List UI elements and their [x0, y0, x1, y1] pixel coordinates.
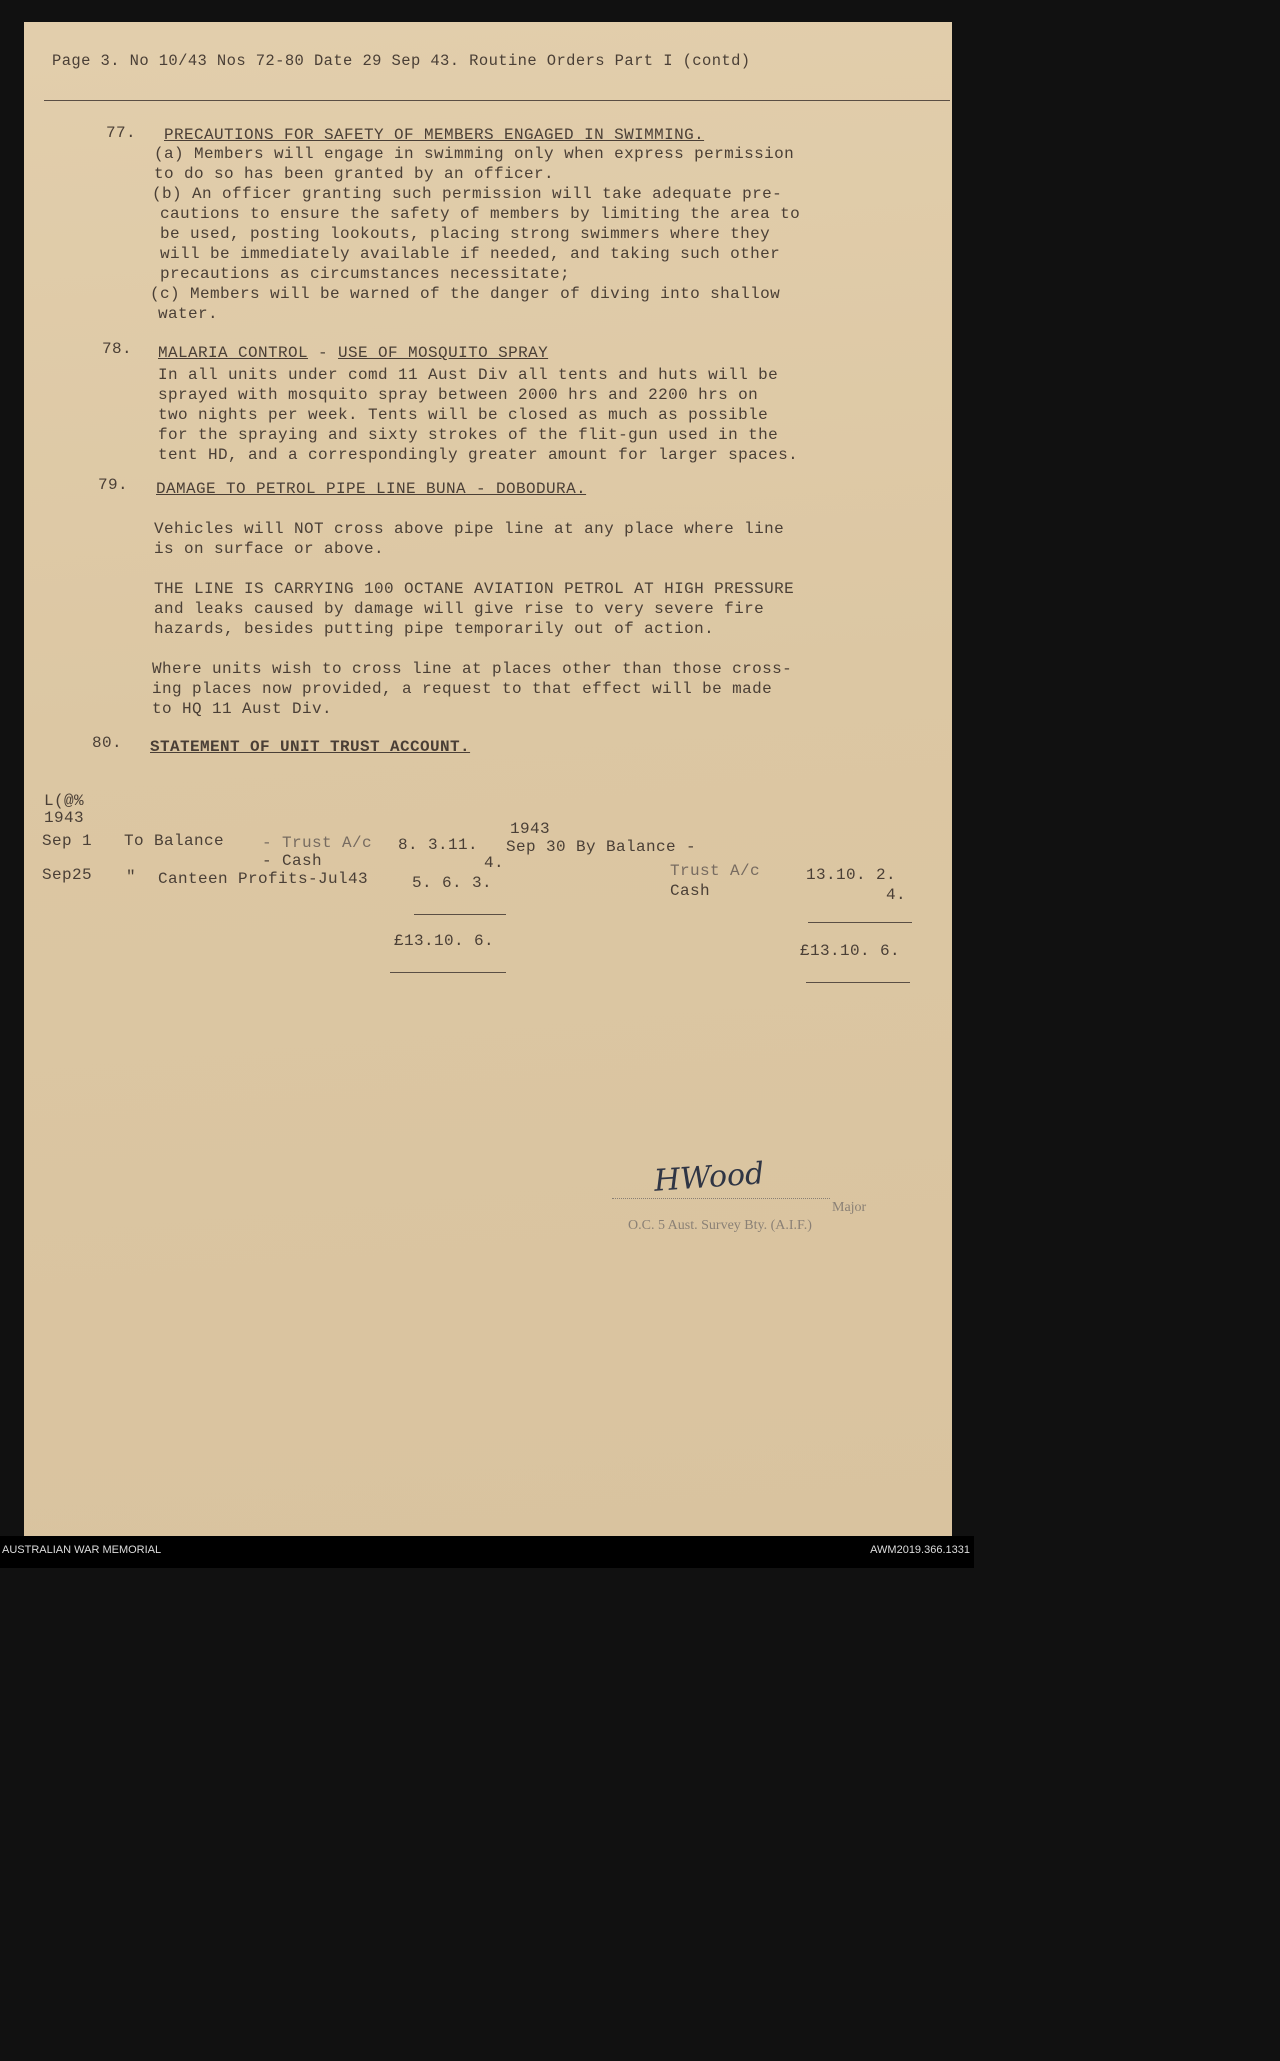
item-77-line: to do so has been granted by an officer. [154, 165, 555, 183]
item-78-title-b: USE OF MOSQUITO SPRAY [338, 344, 549, 362]
item-77-line: water. [158, 305, 219, 323]
footer-left: AUSTRALIAN WAR MEMORIAL [2, 1544, 162, 1556]
account-currency: L(@% [44, 792, 85, 810]
right-subtotal-rule [808, 922, 912, 923]
archive-footer [0, 1536, 974, 1568]
signature-unit: O.C. 5 Aust. Survey Bty. (A.I.F.) [628, 1218, 812, 1233]
item-79-number: 79. [98, 476, 129, 494]
account-right-row-amount: 4. [886, 886, 907, 904]
signature-line [612, 1198, 830, 1199]
item-79-line: hazards, besides putting pipe temporarily out of action. [154, 620, 715, 638]
item-77-line: (a) Members will engage in swimming only when express permission [154, 145, 795, 163]
item-78-title-sep: - [308, 344, 339, 362]
page-header: Page 3. No 10/43 Nos 72-80 Date 29 Sep 43. Routine Orders Part I (contd) [52, 52, 751, 70]
item-78-number: 78. [102, 340, 133, 358]
item-79-line: ing places now provided, a request to that effect will be made [152, 680, 773, 698]
account-left-row-to: To Balance [124, 832, 225, 850]
item-78-line: sprayed with mosquito spray between 2000 hrs and 2200 hrs on [158, 386, 759, 404]
item-79-line: to HQ 11 Aust Div. [152, 700, 333, 718]
account-left-row-amount: 5. 6. 3. [412, 874, 493, 892]
item-78-title-a: MALARIA CONTROL [158, 344, 309, 362]
left-total-rule [390, 972, 506, 973]
item-78-title [158, 344, 548, 363]
account-left-row-desc: - Cash [262, 852, 323, 870]
item-77-line: will be immediately available if needed, and taking such other [160, 245, 781, 263]
item-79-line: Vehicles will NOT cross above pipe line at any place where line [154, 520, 785, 538]
item-78-line: for the spraying and sixty strokes of the flit-gun used in the [158, 426, 779, 444]
item-80-number: 80. [92, 734, 123, 752]
account-left-total: £13.10. 6. [394, 932, 495, 950]
account-right-row-desc: Cash [670, 882, 711, 900]
account-left-row-date: Sep 1 [42, 832, 93, 850]
account-right-row-desc: Trust A/c [670, 862, 761, 880]
account-left-row-desc: Canteen Profits-Jul43 [158, 870, 369, 888]
item-80-title: STATEMENT OF UNIT TRUST ACCOUNT. [150, 738, 471, 756]
signature-rank: Major [832, 1200, 867, 1215]
signature: HWood [652, 1156, 766, 1199]
footer-right: AWM2019.366.1331 [870, 1544, 970, 1556]
item-77-title: PRECAUTIONS FOR SAFETY OF MEMBERS ENGAGED IN SWIMMING. [164, 126, 705, 144]
item-78-line: two nights per week. Tents will be closed as much as possible [158, 406, 769, 424]
account-right-head: Sep 30 By Balance - [506, 838, 697, 856]
item-78-line: tent HD, and a correspondingly greater amount for larger spaces. [158, 446, 799, 464]
account-left-row-desc: - Trust A/c [262, 834, 373, 852]
item-79-line: is on surface or above. [154, 540, 385, 558]
item-77-line: be used, posting lookouts, placing strong swimmers where they [160, 225, 771, 243]
account-left-row-amount: 4. [484, 854, 505, 872]
account-year-right: 1943 [510, 820, 551, 838]
header-rule [44, 100, 950, 101]
item-77-line: (c) Members will be warned of the danger of diving into shallow [150, 285, 781, 303]
document-page [24, 22, 952, 1536]
account-right-row-amount: 13.10. 2. [806, 866, 897, 884]
item-77-line: precautions as circumstances necessitate; [160, 265, 571, 283]
account-year-left: 1943 [44, 809, 85, 827]
item-79-line: Where units wish to cross line at places other than those cross- [152, 660, 793, 678]
item-77-number: 77. [106, 124, 137, 142]
account-left-row-date: Sep25 [42, 866, 93, 884]
item-78-line: In all units under comd 11 Aust Div all tents and huts will be [158, 366, 779, 384]
left-subtotal-rule [414, 914, 506, 915]
account-right-total: £13.10. 6. [800, 942, 901, 960]
item-77-line: (b) An officer granting such permission will take adequate pre- [152, 185, 783, 203]
account-left-row-amount: 8. 3.11. [398, 836, 479, 854]
item-79-title: DAMAGE TO PETROL PIPE LINE BUNA - DOBODURA. [156, 480, 587, 498]
account-left-row-to: " [126, 868, 137, 886]
item-77-line: cautions to ensure the safety of members by limiting the area to [160, 205, 801, 223]
item-79-line: THE LINE IS CARRYING 100 OCTANE AVIATION PETROL AT HIGH PRESSURE [154, 580, 795, 598]
right-total-rule [806, 982, 910, 983]
item-79-line: and leaks caused by damage will give rise to very severe fire [154, 600, 765, 618]
